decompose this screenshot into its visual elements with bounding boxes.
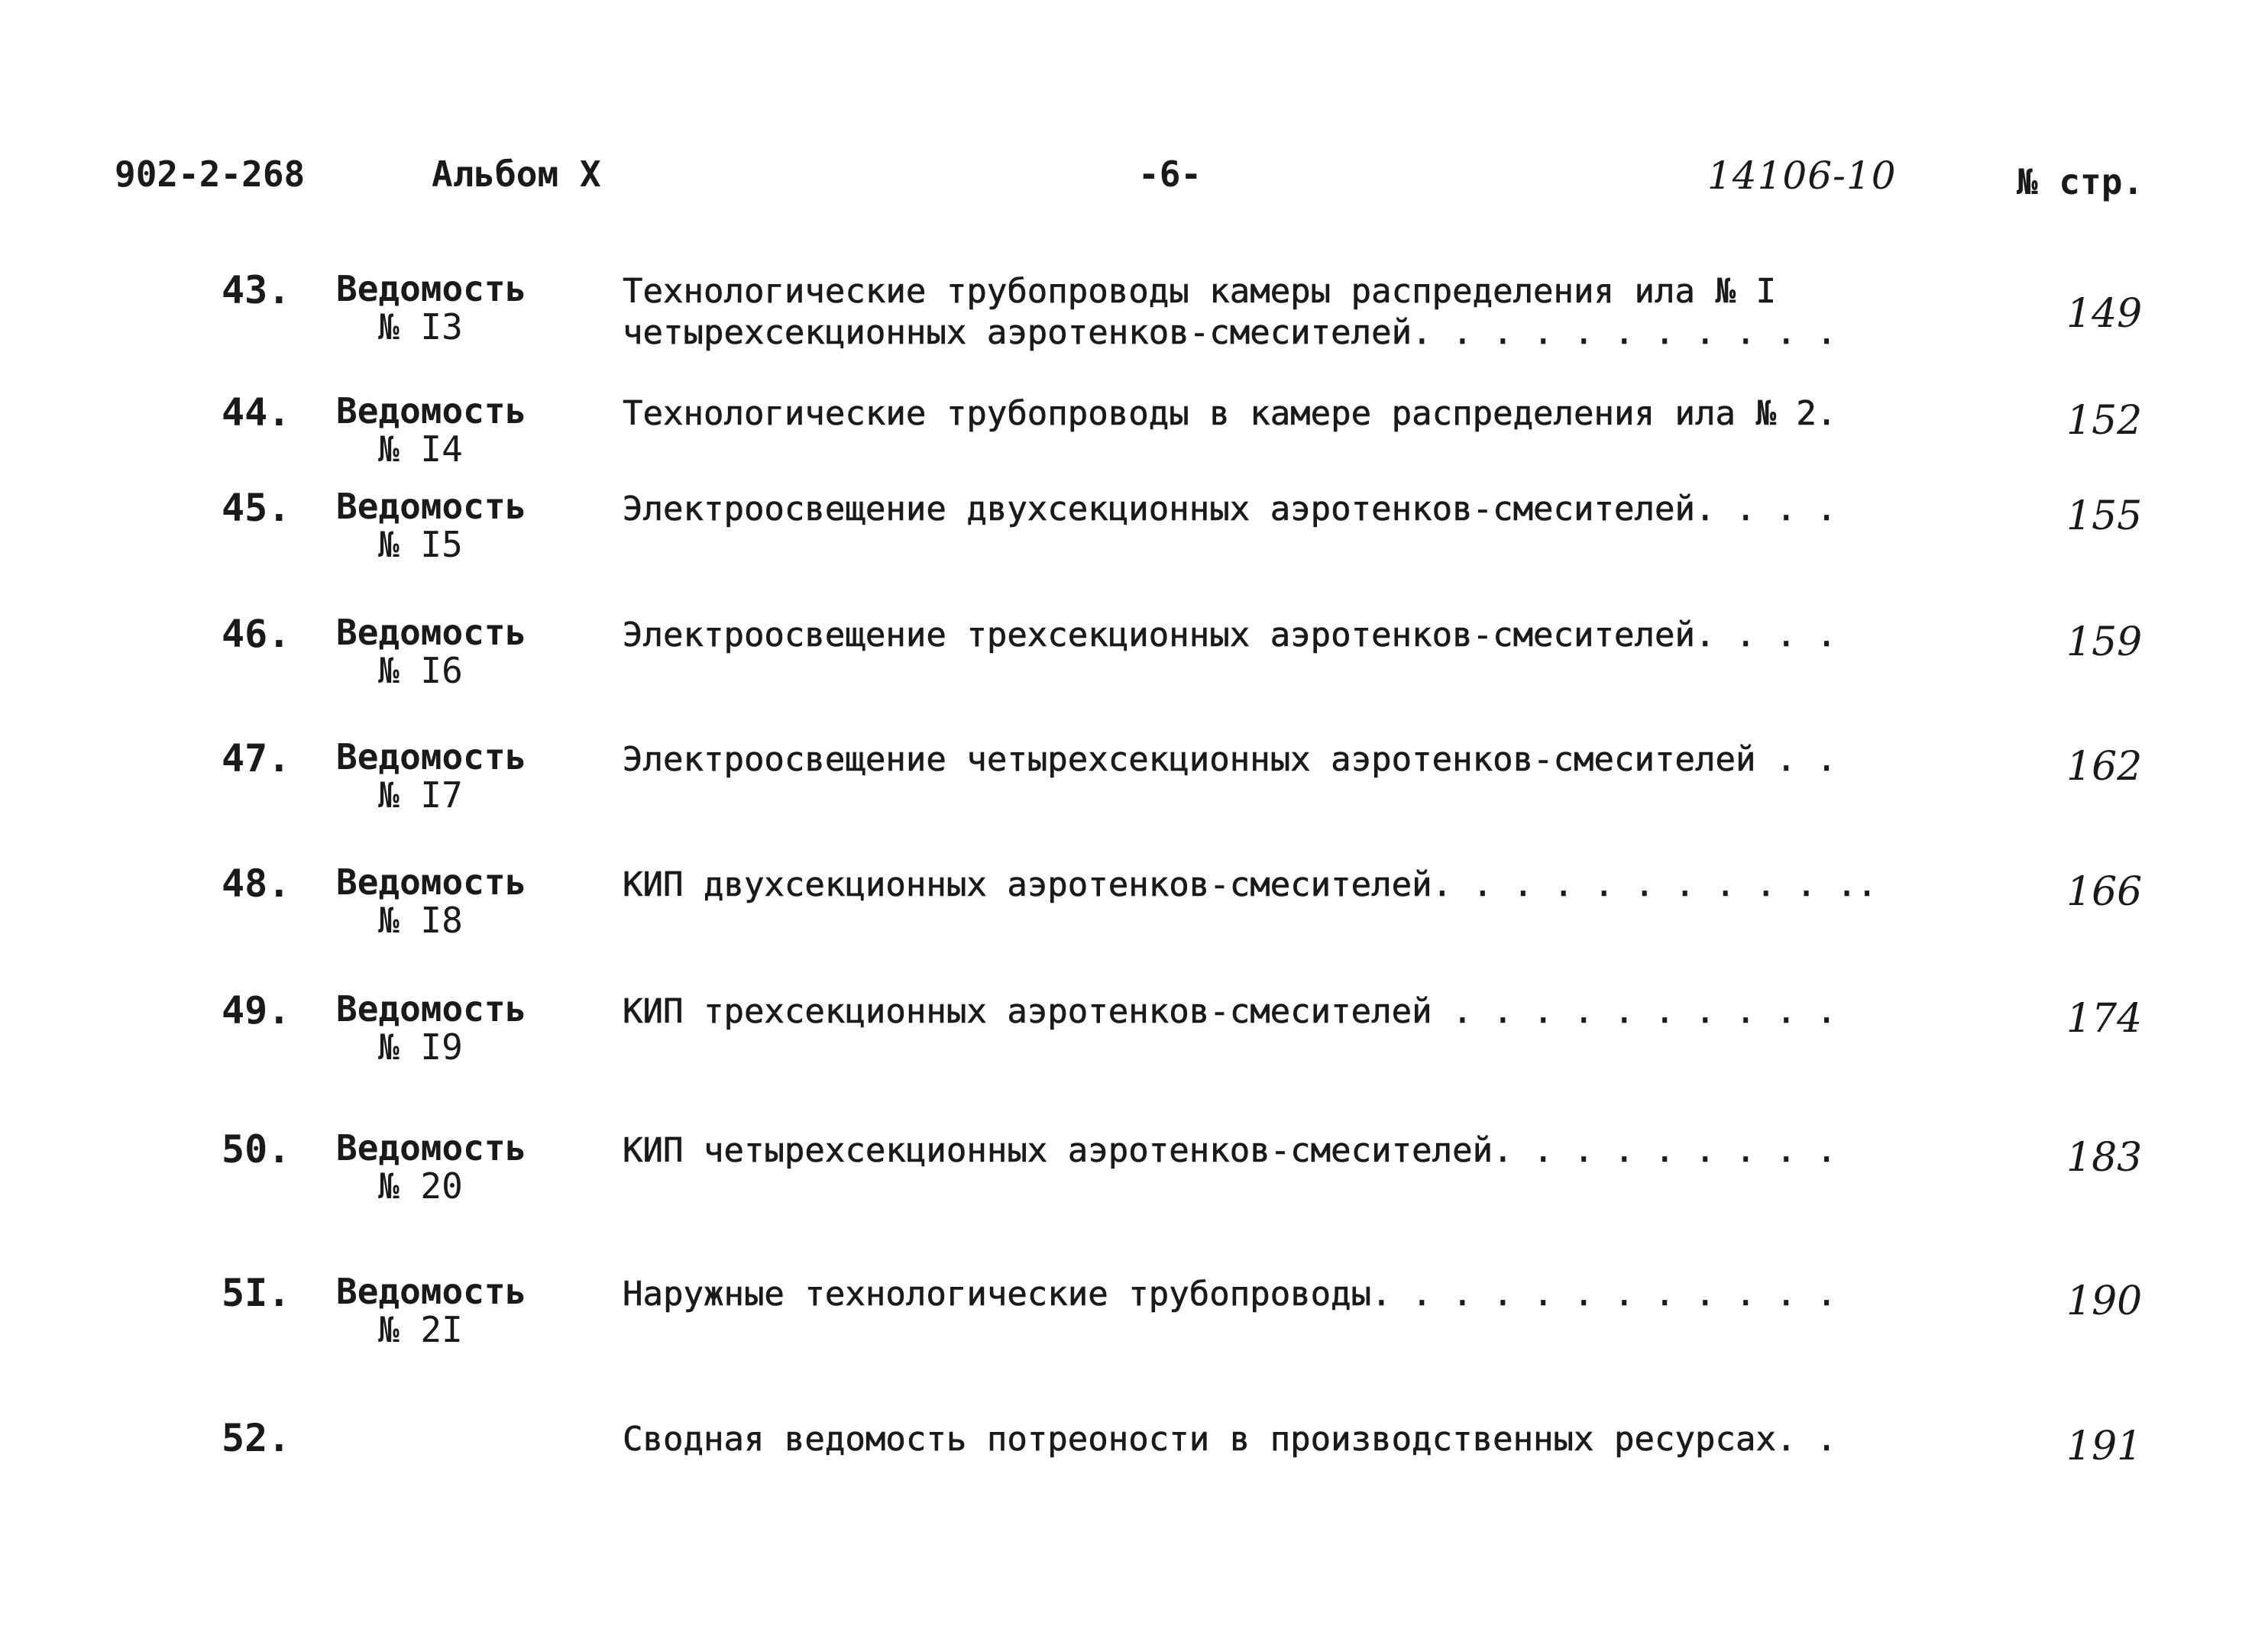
statement-number: № I8 — [378, 900, 463, 941]
contents-entry — [0, 1127, 2268, 1237]
sheet-reference: 14106-10 — [1707, 154, 1897, 198]
contents-entry — [0, 612, 2268, 722]
description-line: Электроосвещение четырехсекционных аэротенков-смесителей . . — [623, 740, 1837, 779]
contents-entry — [0, 390, 2268, 500]
entry-number: 52. — [222, 1416, 291, 1460]
entry-description — [623, 615, 1836, 656]
description-line: КИП трехсекционных аэротенков-смесителей . . . . . . . . . . — [623, 992, 1837, 1031]
statement-number: № 2I — [378, 1309, 463, 1350]
entry-description — [623, 393, 1836, 435]
entry-number: 45. — [222, 486, 291, 530]
entry-description — [623, 271, 1836, 354]
entry-description — [623, 489, 1836, 530]
statement-number: № I4 — [378, 428, 463, 470]
description-line: Электроосвещение трехсекционных аэротенков-смесителей. . . . — [623, 616, 1837, 655]
contents-entry — [0, 988, 2268, 1098]
entry-description — [623, 865, 1877, 906]
contents-entry — [0, 268, 2268, 378]
page-number: 166 — [2066, 869, 2143, 915]
contents-entry — [0, 736, 2268, 846]
page-number: 190 — [2066, 1278, 2143, 1324]
contents-entry — [0, 1271, 2268, 1381]
entry-number: 46. — [222, 612, 291, 656]
entry-number: 44. — [222, 390, 291, 435]
page-number: 159 — [2066, 619, 2143, 665]
description-line: КИП двухсекционных аэротенков-смесителей. . . . . . . . . . .. — [623, 865, 1878, 904]
statement-label: Ведомость — [336, 1127, 527, 1168]
statement-label: Ведомость — [336, 390, 527, 431]
entry-description — [623, 1419, 1836, 1460]
statement-label: Ведомость — [336, 612, 527, 653]
statement-label: Ведомость — [336, 1271, 527, 1312]
album-title: Альбом X — [432, 154, 601, 195]
entry-description — [623, 991, 1836, 1033]
page-number: 191 — [2066, 1424, 2143, 1469]
entry-number: 47. — [222, 736, 291, 781]
statement-number: № 20 — [378, 1165, 463, 1207]
statement-label: Ведомость — [336, 861, 527, 903]
description-line: Электроосвещение двухсекционных аэротенков-смесителей. . . . — [623, 490, 1837, 528]
statement-label: Ведомость — [336, 736, 527, 777]
entry-number: 5I. — [222, 1271, 291, 1315]
page-number: 155 — [2066, 493, 2143, 539]
entry-description — [623, 1274, 1836, 1315]
statement-number: № I7 — [378, 774, 463, 816]
contents-entry — [0, 1416, 2268, 1526]
statement-number: № I5 — [378, 524, 463, 565]
statement-number: № I3 — [378, 306, 463, 347]
statement-label: Ведомость — [336, 988, 527, 1029]
description-line: Технологические трубопроводы в камере распределения ила № 2. — [623, 394, 1837, 433]
page-number: 152 — [2066, 398, 2143, 444]
description-line: Наружные технологические трубопроводы. . . . . . . . . . . . — [623, 1275, 1837, 1314]
statement-number: № I9 — [378, 1026, 463, 1068]
entry-number: 43. — [222, 268, 291, 312]
entry-number: 48. — [222, 861, 291, 906]
contents-entry — [0, 486, 2268, 596]
page-marker: -6- — [1138, 154, 1202, 195]
description-line: Сводная ведомость потреоности в производственных ресурсах. . — [623, 1420, 1837, 1459]
statement-number: № I6 — [378, 650, 463, 691]
page-number: 149 — [2066, 291, 2143, 337]
statement-label: Ведомость — [336, 268, 527, 309]
doc-code: 902-2-268 — [115, 154, 306, 195]
description-line: Технологические трубопроводы камеры распределения ила № I — [623, 272, 1776, 311]
entry-number: 50. — [222, 1127, 291, 1172]
entry-number: 49. — [222, 988, 291, 1033]
page-column-header: № стр. — [2017, 161, 2144, 202]
page-number: 183 — [2066, 1135, 2143, 1181]
entry-description — [623, 1130, 1836, 1172]
description-line: четырехсекционных аэротенков-смесителей. . . . . . . . . . . — [623, 313, 1837, 352]
page-number: 174 — [2066, 996, 2143, 1042]
statement-label: Ведомость — [336, 486, 527, 527]
contents-entry — [0, 861, 2268, 971]
entry-description — [623, 739, 1836, 781]
description-line: КИП четырехсекционных аэротенков-смесителей. . . . . . . . . — [623, 1131, 1837, 1170]
page-number: 162 — [2066, 744, 2143, 790]
